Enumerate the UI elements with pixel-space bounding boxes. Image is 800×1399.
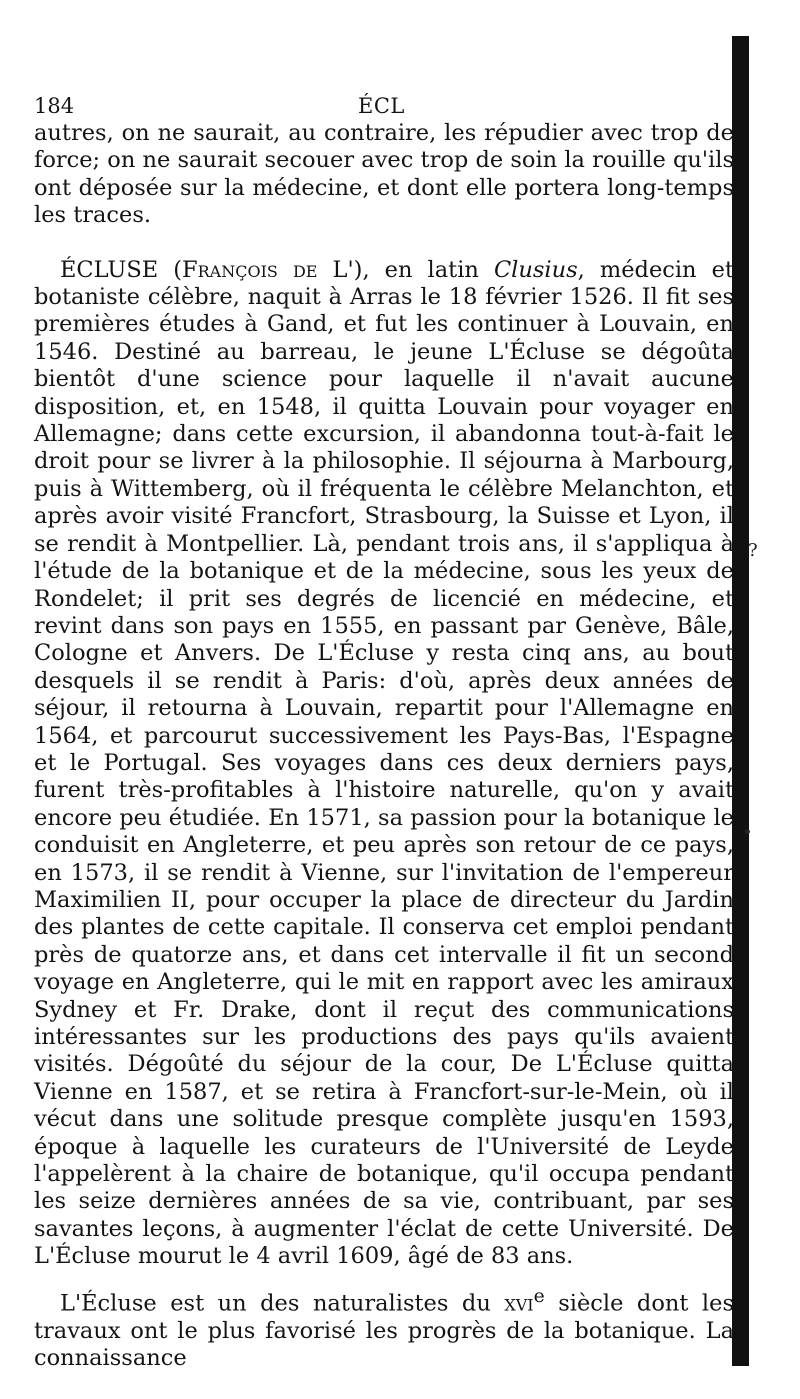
page-text bbox=[34, 93, 734, 1372]
entry-latin-name: Clusius bbox=[493, 256, 578, 283]
continuation-paragraph: autres, on ne saurait, au contraire, les répudier avec trop de force; on ne saurait secouer avec trop de soin la rouille qu'ils ont déposée sur la médecine, et dont elle portera long-temps les traces. bbox=[34, 120, 734, 229]
century-superscript: e bbox=[533, 1285, 545, 1307]
margin-mark: ? bbox=[748, 540, 758, 561]
last-start: L'Écluse est un des naturalistes du bbox=[60, 1290, 505, 1317]
entry-particle: (François de L') bbox=[173, 256, 363, 283]
entry-name: ÉCLUSE bbox=[60, 256, 159, 283]
century-numeral: xvi bbox=[504, 1290, 534, 1317]
entry-paragraph bbox=[34, 257, 734, 1271]
entry-latin-intro: , en latin bbox=[362, 256, 494, 283]
last-paragraph bbox=[34, 1283, 734, 1373]
entry-body: , médecin et botaniste célèbre, naquit à Arras le 18 février 1526. Il fit ses premières études à Gand, et fut les continuer à Louvain, en 1546. Destiné au barreau, le jeune L'Écluse se dégoûta bientôt d'une science pour laquelle il n'avait aucune disposition, et, en 1548, il quitta Louvain pour voyager en Allemagne; dans cette excursion, il abandonna tout-à-fait le droit pour se livrer à la philosophie. Il séjourna à Marbourg, puis à Wittemberg, où il fréquenta le célèbre Melanchton, et après avoir visité Francfort, Strasbourg, la Suisse et Lyon, il se rendit à Montpellier. Là, pendant trois ans, il s'appliqua à l'étude de la botanique et de la médecine, sous les yeux de Rondelet; il prit ses degrés de licencié en médecine, et revint dans son pays en 1555, en passant par Genève, Bâle, Cologne et Anvers. De L'Écluse y resta cinq ans, au bout desquels il se rendit à Paris: d'où, après deux années de séjour, il retourna à Louvain, repartit pour l'Allemagne en 1564, et parcourut successivement les Pays-Bas, l'Espagne et le Portugal. Ses voyages dans ces deux derniers pays, furent très-profitables à l'histoire naturelle, qu'on y avait encore peu étudiée. En 1571, sa passion pour la botanique le conduisit en Angleterre, et peu après son retour de ce pays, en 1573, il se rendit à Vienne, sur l'invitation de l'empereur Maximilien II, pour occuper la place de directeur du Jardin des plantes de cette capitale. Il conserva cet emploi pendant près de quatorze ans, et dans cet intervalle il fit un second voyage en Angleterre, qui le mit en rapport avec les amiraux Sydney et Fr. Drake, dont il reçut des communications intéressantes sur les productions des pays qu'ils avaient visités. Dégoûté du séjour de la cour, De L'Écluse quitta Vienne en 1587, et se retira à Francfort-sur-le-Mein, où il vécut dans une solitude presque complète jusqu'en 1593, époque à laquelle les curateurs de l'Université de Leyde l'appelèrent à la chaire de botanique, qu'il occupa pendant les seize dernières années de sa vie, contribuant, par ses savantes leçons, à augmenter l'éclat de cette Université. De L'Écluse mourut le 4 avril 1609, âgé de 83 ans. bbox=[34, 256, 734, 1270]
page-edge-shadow bbox=[732, 36, 749, 1366]
margin-dot: • bbox=[742, 822, 753, 843]
last-rest: siècle dont les travaux ont le plus favorisé les progrès de la botanique. La connaissance bbox=[34, 1290, 734, 1371]
head-word: ÉCL bbox=[358, 94, 405, 118]
page-number: 184 bbox=[34, 94, 75, 118]
running-head bbox=[34, 93, 734, 120]
